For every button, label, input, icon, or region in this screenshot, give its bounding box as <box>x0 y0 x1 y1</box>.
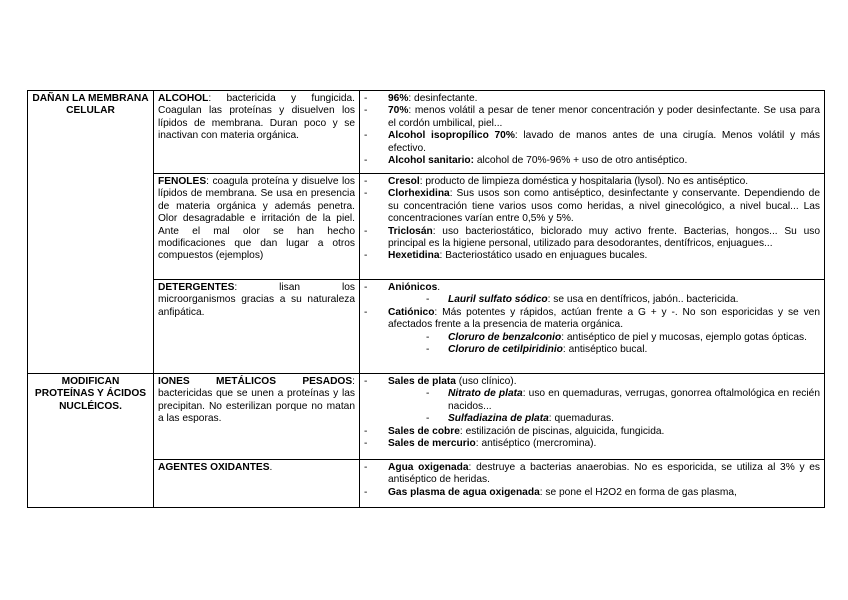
examples-cell <box>360 91 825 174</box>
examples-cell <box>360 374 825 460</box>
examples-list <box>364 462 820 499</box>
sub-item-term: Lauril sulfato sódico <box>448 294 548 306</box>
item-term: Sales de cobre <box>388 425 460 437</box>
examples-cell <box>360 174 825 280</box>
group-description: : bactericidas que se unen a proteínas y las precipitan. No esterilizan porque no matan a las esporas. <box>158 376 355 425</box>
item-text: : lavado de manos antes de una cirugía. Menos volátil y más efectivo. <box>388 130 821 154</box>
item-text: : Más potentes y rápidos, actúan frente a G + y -. No son esporicidas y se ven afectados frente a la presencia de materia orgánica. <box>388 306 820 331</box>
table-row <box>28 374 825 460</box>
group-title: ALCOHOL <box>158 93 209 104</box>
group-title: AGENTES OXIDANTES <box>158 462 270 473</box>
sub-list <box>388 294 820 306</box>
list-item <box>364 105 820 130</box>
item-text: : Sus usos son como antiséptico, desinfectante y conservante. Dependiendo de su concentración tiene varios usos como heridas, a nivel ginecológico, a nivel bucal... Las concentraciones varían entre 0,5% y 5%. <box>388 188 820 225</box>
list-item <box>364 188 820 225</box>
group-title: IONES METÁLICOS PESADOS <box>158 376 353 387</box>
sub-item-text: : antiséptico bucal. <box>562 344 648 356</box>
item-term: Alcohol sanitario: <box>388 155 475 167</box>
agent-group-cell <box>154 280 360 374</box>
item-text: alcohol de 70%-96% + uso de otro antiséptico. <box>474 155 688 167</box>
examples-cell <box>360 280 825 374</box>
item-text: : Bacteriostático usado en enjuagues bucales. <box>439 250 648 262</box>
item-term: Cresol <box>388 176 420 187</box>
item-term: 70% <box>388 105 409 117</box>
table-body <box>28 91 825 508</box>
sub-item-term: Sulfadiazina de plata <box>448 413 549 425</box>
category-cell: MODIFICAN PROTEÍNAS Y ÁCIDOS NUCLÉICOS. <box>28 374 154 508</box>
item-text: : se pone el H2O2 en forma de gas plasma, <box>539 486 737 498</box>
sub-list-item <box>412 294 820 306</box>
agent-group-cell <box>154 91 360 174</box>
sub-list-item <box>412 332 820 344</box>
item-text: . <box>437 282 441 293</box>
examples-cell <box>360 460 825 508</box>
sub-item-text: : quemaduras. <box>548 413 614 425</box>
item-term: Sales de mercurio <box>388 438 476 450</box>
item-term: Triclosán <box>388 225 433 237</box>
list-item <box>364 130 820 155</box>
item-text: (uso clínico). <box>455 376 517 387</box>
item-term: Clorhexidina <box>388 188 450 200</box>
sub-item-term: Nitrato de plata <box>448 388 523 400</box>
group-description: : lisan los microorganismos gracias a su naturaleza anfipática. <box>158 282 355 318</box>
item-term: Catiónico <box>388 306 435 318</box>
list-item <box>364 250 820 262</box>
list-item <box>364 438 820 450</box>
item-term: Gas plasma de agua oxigenada <box>388 486 540 498</box>
group-description: . <box>269 462 273 473</box>
item-term: Sales de plata <box>388 376 456 387</box>
list-item <box>364 487 820 499</box>
group-title: FENOLES <box>158 176 207 187</box>
item-term: Agua oxigenada <box>388 462 469 473</box>
list-item <box>364 376 820 426</box>
list-item <box>364 282 820 307</box>
list-item <box>364 93 820 105</box>
sub-item-text: : uso en quemaduras, verrugas, gonorrea oftalmológica en recién nacidos... <box>448 388 821 412</box>
antiseptics-table <box>27 90 825 508</box>
item-text: : uso bacteriostático, biclorado muy activo frente. Bacterias, hongos... Su uso principal es la higiene personal, utilizado para desodorantes, dentífricos, enjuagues... <box>388 225 820 250</box>
item-text: : producto de limpieza doméstica y hospitalaria (lysol). No es antiséptico. <box>419 176 749 187</box>
item-text: : destruye a bacterias anaerobias. No es esporicida, se utiliza al 3% y es antiséptico de heridas. <box>388 462 820 486</box>
sub-list <box>388 388 820 425</box>
list-item <box>364 426 820 438</box>
group-title: DETERGENTES <box>158 282 235 293</box>
sub-item-text: : antiséptico de piel y mucosas, ejemplo gotas ópticas. <box>561 331 807 343</box>
item-term: Alcohol isopropílico 70% <box>388 130 515 142</box>
agent-group-cell <box>154 374 360 460</box>
category-cell: DAÑAN LA MEMBRANA CELULAR <box>28 91 154 374</box>
group-description: : coagula proteína y disuelve los lípidos de membrana. Se usa en presencia de materia orgánica y además penetra. Olor desagradable e irritación de la piel. Ante el mal olor se han hecho modificaciones que dan lugar a otros compuestos (ejemplos) <box>158 176 355 262</box>
item-text: : antiséptico (mercromina). <box>475 438 597 450</box>
examples-list <box>364 376 820 450</box>
examples-list <box>364 176 820 263</box>
item-term: 96% <box>388 93 409 104</box>
agent-group-cell <box>154 174 360 280</box>
sub-list-item <box>412 344 820 356</box>
sub-list <box>388 332 820 357</box>
sub-list-item <box>412 388 820 413</box>
list-item <box>364 226 820 251</box>
item-term: Aniónicos <box>388 282 438 293</box>
sub-list-item <box>412 413 820 425</box>
sub-item-term: Cloruro de cetilpiridinio <box>448 344 563 356</box>
item-text: : estilización de piscinas, alguicida, fungicida. <box>459 425 665 437</box>
table-row <box>28 91 825 174</box>
list-item <box>364 155 820 167</box>
sub-item-text: : se usa en dentífricos, jabón.. bactericida. <box>547 294 739 306</box>
item-term: Hexetidina <box>388 250 440 262</box>
list-item <box>364 462 820 487</box>
list-item <box>364 307 820 357</box>
group-description: : bactericida y fungicida. Coagulan las proteínas y disuelven los lípidos de membrana. Duran poco y se inactivan con materia orgánica. <box>158 93 355 142</box>
agent-group-cell <box>154 460 360 508</box>
examples-list <box>364 282 820 356</box>
examples-list <box>364 93 820 167</box>
list-item <box>364 176 820 188</box>
sub-item-term: Cloruro de benzalconio <box>448 331 562 343</box>
item-text: : menos volátil a pesar de tener menor concentración y poder desinfectante. Se usa para el cordón umbilical, piel... <box>388 105 820 129</box>
item-text: : desinfectante. <box>408 93 478 104</box>
